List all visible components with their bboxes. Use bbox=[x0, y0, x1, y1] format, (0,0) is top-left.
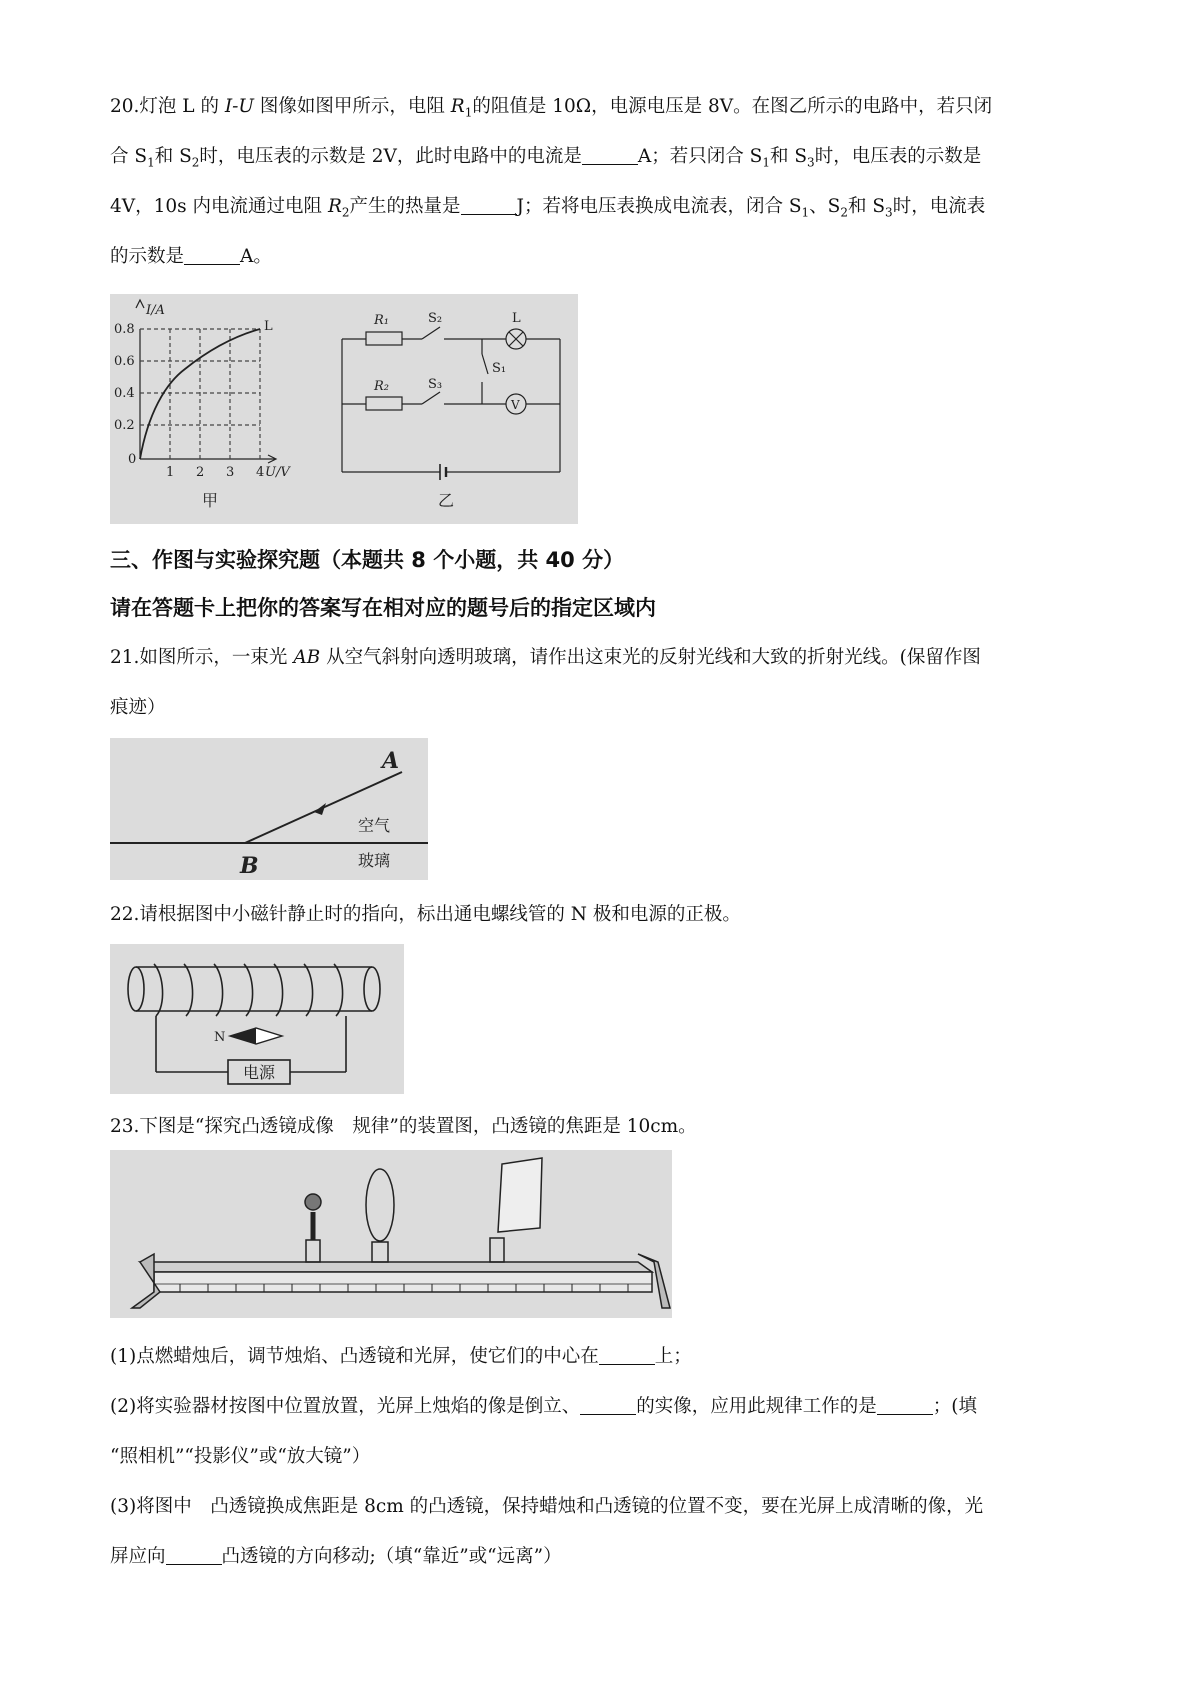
section-3-instruction: 请在答题卡上把你的答案写在相对应的题号后的指定区域内 bbox=[110, 596, 656, 620]
answer-blank bbox=[166, 1546, 222, 1566]
x-tick: 2 bbox=[196, 465, 205, 480]
q20-line-4: 的示数是 A。 bbox=[110, 246, 272, 267]
figure-22-drawing bbox=[110, 944, 404, 1094]
answer-blank bbox=[877, 1396, 933, 1416]
q21-line-2: 痕迹） bbox=[110, 697, 166, 718]
figure-20-drawing bbox=[110, 294, 578, 524]
figure-20 bbox=[110, 294, 578, 524]
figure-23-drawing bbox=[110, 1150, 672, 1318]
q23-part-3-cont: 屏应向 凸透镜的方向移动;（填“靠近”或“远离”） bbox=[110, 1546, 562, 1567]
answer-blank bbox=[582, 146, 638, 166]
y-tick: 0.2 bbox=[114, 418, 135, 433]
resistor-r2-label: R₂ bbox=[374, 379, 389, 394]
q20-line-3: 4V，10s 内电流通过电阻 $R_2$产生的热量是 J；若将电压表换成电流表，闭合 $S_1$、$S_2$和 $S_3$时，电流表 bbox=[110, 196, 986, 220]
x-tick: 3 bbox=[226, 465, 235, 480]
switch-s2-label: S₂ bbox=[428, 311, 443, 326]
x-axis-label: U/V bbox=[265, 465, 290, 480]
lamp-label: L bbox=[512, 311, 521, 326]
air-label: 空气 bbox=[358, 816, 391, 835]
q23-intro: 23.下图是“探究凸透镜成像 规律”的装置图，凸透镜的焦距是 10cm。 bbox=[110, 1116, 697, 1137]
answer-blank bbox=[461, 196, 517, 216]
glass-label: 玻璃 bbox=[358, 851, 391, 870]
answer-blank bbox=[599, 1346, 655, 1366]
point-b-label: B bbox=[240, 853, 259, 879]
section-3-title: 三、作图与实验探究题（本题共 8 个小题，共 40 分） bbox=[110, 548, 625, 572]
power-source-label: 电源 bbox=[243, 1063, 276, 1082]
y-tick: 0.8 bbox=[114, 322, 135, 337]
y-tick: 0.6 bbox=[114, 354, 135, 369]
q23-part-3: (3)将图中 凸透镜换成焦距是 8cm 的凸透镜，保持蜡烛和凸透镜的位置不变，要在光屏上成清晰的像，光 bbox=[110, 1496, 984, 1517]
q22-text: 22.请根据图中小磁针静止时的指向，标出通电螺线管的 N 极和电源的正极。 bbox=[110, 904, 741, 925]
ray-arrow-icon bbox=[314, 803, 326, 815]
x-tick: 1 bbox=[166, 465, 175, 480]
point-a-label: A bbox=[382, 748, 400, 774]
y-axis-label: I/A bbox=[146, 303, 165, 318]
figure-21-drawing bbox=[110, 738, 428, 880]
q23-part-2-options: “照相机”“投影仪”或“放大镜”） bbox=[110, 1446, 371, 1467]
q20-line-1: 20.灯泡 L 的 I-U 图像如图甲所示，电阻 $R_1$的阻值是 10Ω，电源电压是 8V。在图乙所示的电路中，若只闭 bbox=[110, 96, 993, 120]
answer-blank bbox=[580, 1396, 636, 1416]
x-tick: 4 bbox=[256, 465, 265, 480]
switch-s1-label: S₁ bbox=[492, 361, 507, 376]
circuit-caption: 乙 bbox=[438, 491, 455, 510]
voltmeter-label: V bbox=[511, 398, 520, 412]
q21-line-1: 21.如图所示，一束光 AB 从空气斜射向透明玻璃，请作出这束光的反射光线和大致的折射光线。(保留作图 bbox=[110, 647, 981, 668]
answer-blank bbox=[184, 246, 240, 266]
graph-caption: 甲 bbox=[202, 491, 219, 510]
y-tick: 0.4 bbox=[114, 386, 135, 401]
y-tick: 0 bbox=[128, 452, 137, 467]
figure-22 bbox=[110, 944, 404, 1094]
figure-23 bbox=[110, 1150, 672, 1318]
q23-part-1: (1)点燃蜡烛后，调节烛焰、凸透镜和光屏，使它们的中心在 上； bbox=[110, 1346, 692, 1367]
curve-label: L bbox=[264, 319, 273, 334]
q23-part-2: (2)将实验器材按图中位置放置，光屏上烛焰的像是倒立、 的实像，应用此规律工作的是 ；(填 bbox=[110, 1396, 977, 1417]
resistor-r1-label: R₁ bbox=[374, 313, 389, 328]
figure-21 bbox=[110, 738, 428, 880]
needle-n-label: N bbox=[214, 1030, 226, 1045]
q20-line-2: 合 $S_1$和 $S_2$时，电压表的示数是 2V，此时电路中的电流是 A；若只闭合 $S_1$和 $S_3$时，电压表的示数是 bbox=[110, 146, 982, 170]
switch-s3-label: S₃ bbox=[428, 377, 443, 392]
